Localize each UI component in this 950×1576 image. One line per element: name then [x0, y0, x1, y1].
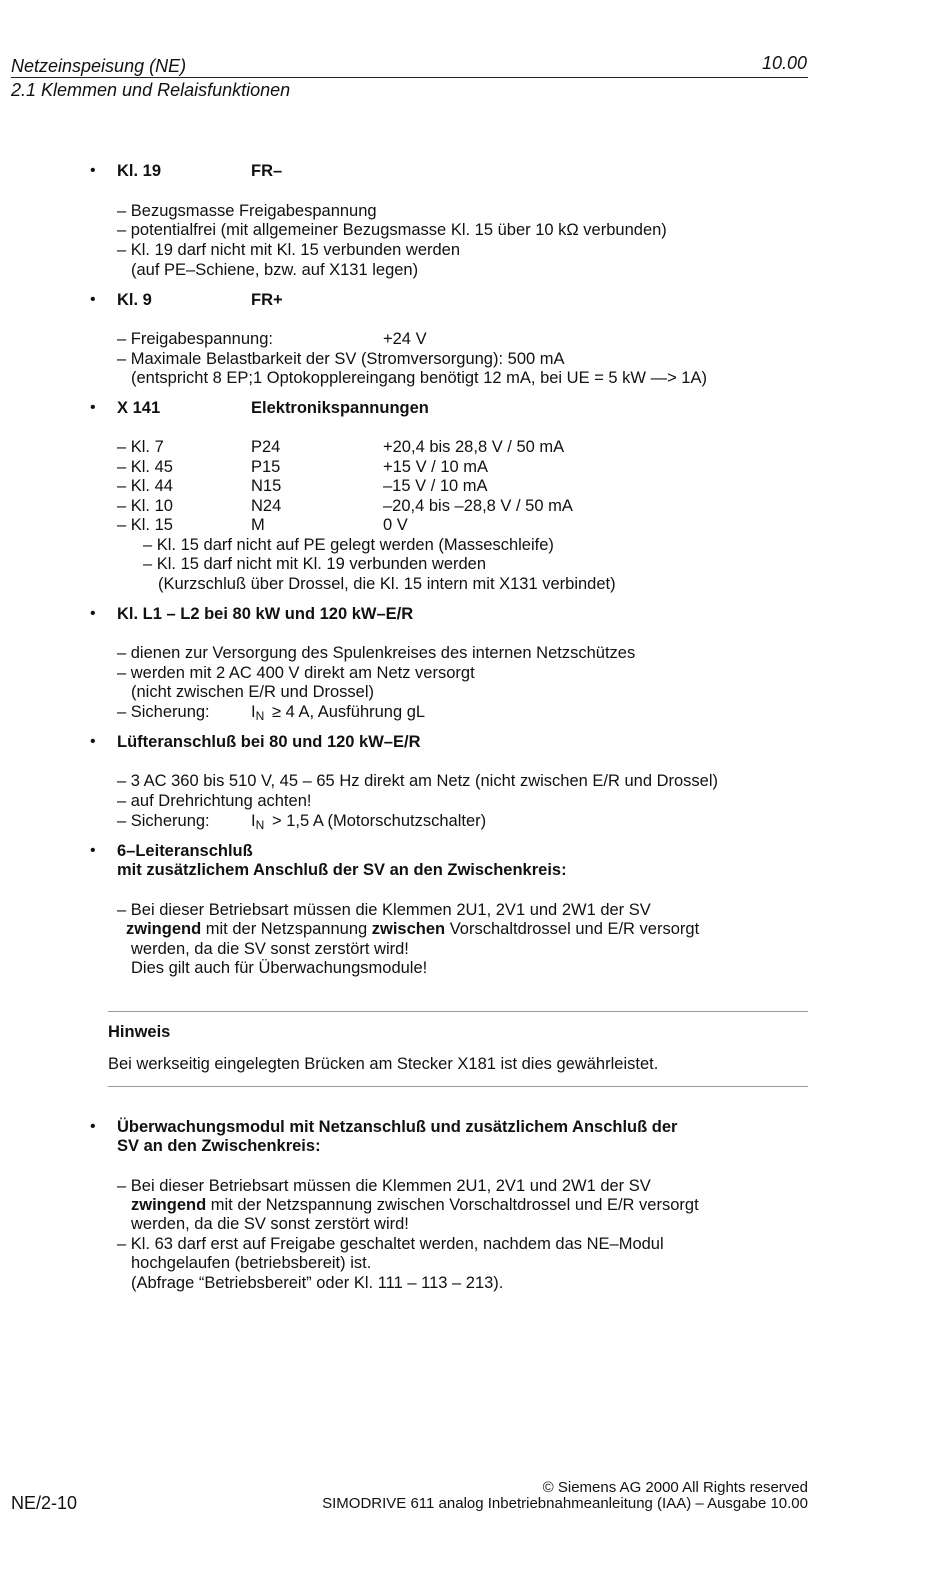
- x141-row-sig: N15: [251, 477, 282, 495]
- x141-row-kl: – Kl. 15: [117, 516, 173, 534]
- six-line: werden, da die SV sonst zerstört wird!: [131, 940, 409, 958]
- kl19-line: (auf PE–Schiene, bzw. auf X131 legen): [131, 261, 419, 279]
- x141-sub-line: – Kl. 15 darf nicht auf PE gelegt werden (Masseschleife): [143, 536, 554, 554]
- fan-title: Lüfteranschluß bei 80 und 120 kW–E/R: [117, 733, 421, 751]
- bullet: •: [90, 399, 96, 416]
- x141-row-val: +15 V / 10 mA: [383, 458, 489, 476]
- footer-copyright: © Siemens AG 2000 All Rights reserved: [542, 1479, 808, 1496]
- header-title: Netzeinspeisung (NE): [11, 56, 187, 76]
- note-text: Bei werkseitig eingelegten Brücken am Stecker X181 ist dies gewährleistet.: [108, 1055, 659, 1073]
- kl9-name: FR+: [251, 291, 283, 309]
- l1l2-line: – dienen zur Versorgung des Spulenkreises des internen Netzschützes: [117, 644, 636, 662]
- kl9-label: Kl. 9: [117, 291, 152, 309]
- six-subtitle: mit zusätzlichem Anschluß der SV an den Zwischenkreis:: [117, 861, 567, 879]
- fan-line: – auf Drehrichtung achten!: [117, 792, 312, 810]
- x141-row-val: –15 V / 10 mA: [383, 477, 488, 495]
- l1l2-line: (nicht zwischen E/R und Drossel): [131, 683, 375, 701]
- x141-name: Elektronikspannungen: [251, 399, 429, 417]
- kl19-line: – Kl. 19 darf nicht mit Kl. 15 verbunden werden: [117, 241, 461, 259]
- x141-row-kl: – Kl. 45: [117, 458, 173, 476]
- kl9-line: (entspricht 8 EP;1 Optokopplereingang benötigt 12 mA, bei UE = 5 kW —> 1A): [131, 369, 707, 387]
- footer-doc: SIMODRIVE 611 analog Inbetriebnahmeanleitung (IAA) – Ausgabe 10.00: [322, 1495, 808, 1512]
- x141-label: X 141: [117, 399, 161, 417]
- kl9-row1-label: – Freigabespannung:: [117, 330, 273, 348]
- l1l2-fuse-label: – Sicherung:: [117, 703, 210, 721]
- bullet: •: [90, 162, 96, 179]
- six-line: – Bei dieser Betriebsart müssen die Klemmen 2U1, 2V1 und 2W1 der SV: [117, 901, 651, 919]
- kl19-label: Kl. 19: [117, 162, 162, 180]
- fan-fuse-label: – Sicherung:: [117, 812, 210, 830]
- six-line: Dies gilt auch für Überwachungsmodule!: [131, 959, 428, 977]
- bullet: •: [90, 291, 96, 308]
- six-line: zwingend mit der Netzspannung zwischen Vorschaltdrossel und E/R versorgt: [126, 920, 700, 938]
- x141-row-sig: P15: [251, 458, 281, 476]
- x141-sub-line: (Kurzschluß über Drossel, die Kl. 15 intern mit X131 verbindet): [158, 575, 616, 593]
- monitor-line: hochgelaufen (betriebsbereit) ist.: [131, 1254, 372, 1272]
- bullet: •: [90, 605, 96, 622]
- l1l2-line: – werden mit 2 AC 400 V direkt am Netz versorgt: [117, 664, 475, 682]
- x141-row-val: 0 V: [383, 516, 408, 534]
- x141-row-val: +20,4 bis 28,8 V / 50 mA: [383, 438, 565, 456]
- bullet: •: [90, 842, 96, 859]
- monitor-line: – Kl. 63 darf erst auf Freigabe geschaltet werden, nachdem das NE–Modul: [117, 1235, 664, 1253]
- six-title: 6–Leiteranschluß: [117, 842, 253, 860]
- l1l2-fuse-value: ≥ 4 A, Ausführung gL: [272, 703, 426, 721]
- kl19-line: – Bezugsmasse Freigabespannung: [117, 202, 377, 220]
- header-rule: [11, 77, 808, 78]
- fan-fuse-symbol: $I_N$: [251, 812, 265, 832]
- x141-row-kl: – Kl. 44: [117, 477, 173, 495]
- note-bottom-rule: [108, 1086, 808, 1087]
- monitor-line: zwingend mit der Netzspannung zwischen Vorschaltdrossel und E/R versorgt: [131, 1196, 699, 1214]
- monitor-emphasis: zwingend: [131, 1196, 207, 1214]
- bullet: •: [90, 733, 96, 750]
- fan-line: – 3 AC 360 bis 510 V, 45 – 65 Hz direkt am Netz (nicht zwischen E/R und Drossel): [117, 772, 719, 790]
- bullet: •: [90, 1118, 96, 1135]
- fan-fuse-value: > 1,5 A (Motorschutzschalter): [272, 812, 487, 830]
- x141-row-sig: N24: [251, 497, 282, 515]
- kl9-row1-value: +24 V: [383, 330, 427, 348]
- x141-row-sig: M: [251, 516, 265, 534]
- kl19-name: FR–: [251, 162, 283, 180]
- l1l2-fuse-symbol: $I_N$: [251, 703, 265, 723]
- x141-row-val: –20,4 bis –28,8 V / 50 mA: [383, 497, 573, 515]
- six-emphasis: zwischen: [371, 920, 446, 938]
- monitor-title: SV an den Zwischenkreis:: [117, 1137, 321, 1155]
- six-emphasis: zwingend: [126, 920, 202, 938]
- section-title: 2.1 Klemmen und Relaisfunktionen: [11, 80, 291, 100]
- l1l2-title: Kl. L1 – L2 bei 80 kW und 120 kW–E/R: [117, 605, 414, 623]
- x141-sub-line: – Kl. 15 darf nicht mit Kl. 19 verbunden werden: [143, 555, 487, 573]
- kl19-line: – potentialfrei (mit allgemeiner Bezugsmasse Kl. 15 über 10 kΩ verbunden): [117, 221, 667, 239]
- page-number: NE/2-10: [11, 1493, 78, 1513]
- kl9-line: – Maximale Belastbarkeit der SV (Stromversorgung): 500 mA: [117, 350, 565, 368]
- monitor-line: werden, da die SV sonst zerstört wird!: [131, 1215, 409, 1233]
- x141-row-kl: – Kl. 10: [117, 497, 173, 515]
- monitor-line: – Bei dieser Betriebsart müssen die Klemmen 2U1, 2V1 und 2W1 der SV: [117, 1177, 651, 1195]
- monitor-title: Überwachungsmodul mit Netzanschluß und zusätzlichem Anschluß der: [117, 1118, 678, 1136]
- header-version: 10.00: [762, 53, 808, 73]
- note-title: Hinweis: [108, 1023, 171, 1041]
- monitor-line: (Abfrage “Betriebsbereit” oder Kl. 111 – 113 – 213).: [131, 1274, 504, 1292]
- x141-row-sig: P24: [251, 438, 281, 456]
- x141-row-kl: – Kl. 7: [117, 438, 164, 456]
- note-top-rule: [108, 1011, 808, 1012]
